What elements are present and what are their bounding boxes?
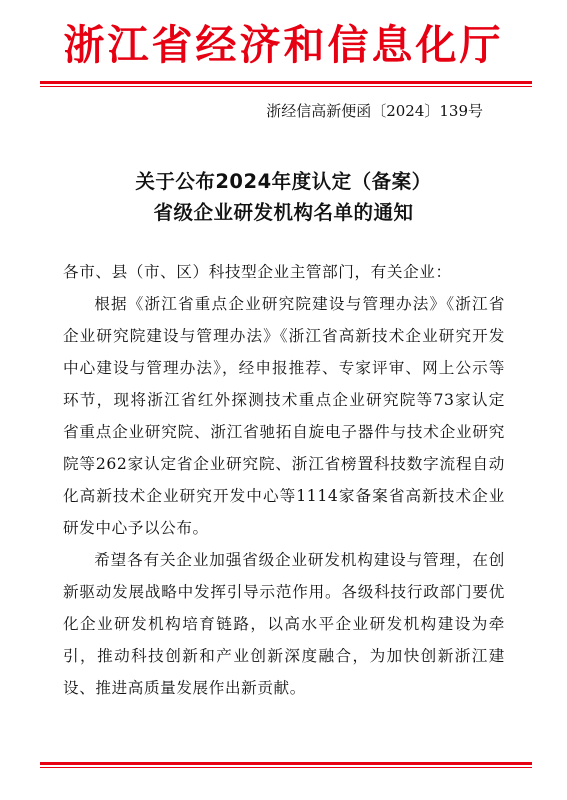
notice-title-line-2: 省级企业研发机构名单的通知	[153, 201, 414, 224]
notice-title	[0, 166, 567, 228]
body-paragraph-2: 希望各有关企业加强省级企业研发机构建设与管理，在创新驱动发展战略中发挥引导示范作用。各级科技行政部门要优化企业研发机构培育链路，以高水平企业研发机构建设为牵引，推动科技创新和产业创新深度融合，为加快创新浙江建设、推进高质量发展作出新贡献。	[63, 551, 505, 697]
salutation: 各市、县（市、区）科技型企业主管部门，有关企业：	[63, 263, 452, 281]
notice-title-line-1: 关于公布2024年度认定（备案）	[135, 170, 432, 193]
document-number: 浙经信高新便函〔2024〕139号	[266, 102, 483, 120]
notice-body	[63, 256, 505, 704]
footer-rule-thin-line	[40, 767, 532, 768]
letterhead-red-rule	[40, 81, 532, 87]
rule-thin-line	[40, 86, 532, 87]
letterhead-title: 浙江省经济和信息化厅	[63, 21, 504, 69]
body-paragraph-1: 根据《浙江省重点企业研究院建设与管理办法》《浙江省企业研究院建设与管理办法》《浙江省高新技术企业研究开发中心建设与管理办法》，经申报推荐、专家评审、网上公示等环节，现将浙江省红外探测技术重点企业研究院等73家认定省重点企业研究院、浙江省驰拓自旋电子器件与技术企业研究院等262家认定省企业研究院、浙江省榜置科技数字流程自动化高新技术企业研究开发中心等1114家备案省高新技术企业研发中心予以公布。	[63, 295, 505, 537]
footer-rule-thick-line	[40, 762, 532, 765]
footer-red-rule	[40, 762, 532, 768]
rule-thick-line	[40, 81, 532, 84]
